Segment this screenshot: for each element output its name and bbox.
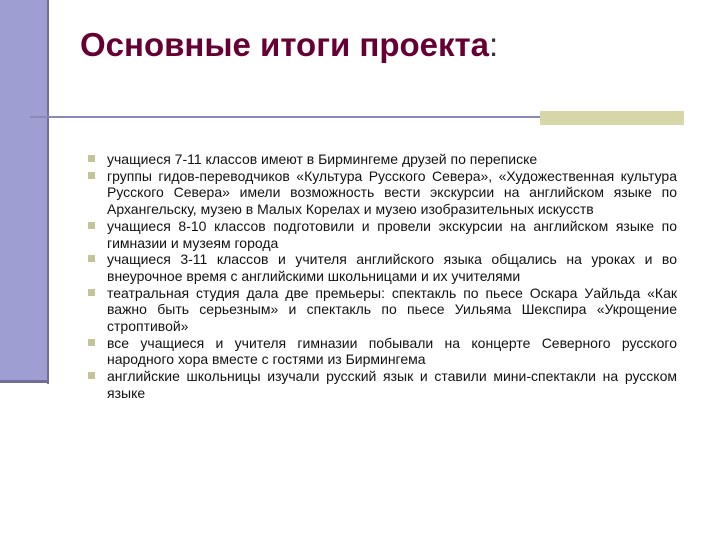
bullet-item: все учащиеся и учителя гимназии побывали на концерте Северного русского народного хора вместе с гостями из Бирмингема (88, 335, 677, 368)
slide-title-colon: : (489, 26, 499, 63)
left-accent-bar (0, 0, 47, 382)
left-accent-bar-bottom-edge (0, 380, 49, 383)
bullet-list (88, 151, 677, 402)
bullet-item: театральная студия дала две премьеры: спектакль по пьесе Оскара Уайльда «Как важно быть серьезным» и спектакль по пьесе Уильяма Шекспира «Укрощение строптивой» (88, 285, 677, 335)
bullet-item: группы гидов-переводчиков «Культура Русского Севера», «Художественная культура Русского Севера» имели возможность вести экскурсии на английском языке по Архангельску, музею в Малых Корелах и музею изобразительных искусств (88, 168, 677, 218)
bullet-item: учащиеся 8-10 классов подготовили и провели экскурсии на английском языке по гимназии и музеям города (88, 218, 677, 251)
bullet-item: учащиеся 3-11 классов и учителя английского языка общались на уроках и во внеурочное время с английскими школьницами и их учителями (88, 251, 677, 284)
bullet-item: английские школьницы изучали русский язык и ставили мини-спектакли на русском языке (88, 368, 677, 401)
title-divider-accent-block (540, 111, 684, 125)
slide-title (80, 26, 498, 64)
bullet-item: учащиеся 7-11 классов имеют в Бирмингеме друзей по переписке (88, 151, 677, 168)
left-accent-bar-shadow (47, 0, 49, 384)
slide-title-text: Основные итоги проекта (80, 26, 490, 63)
